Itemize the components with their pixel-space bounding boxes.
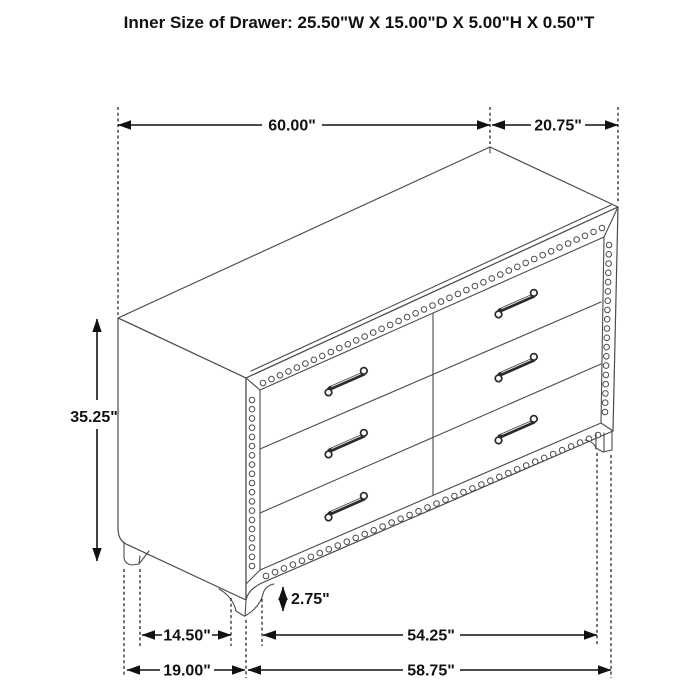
nailhead-icon [249,545,255,551]
nailhead-icon [506,268,512,274]
nailhead-icon [249,526,255,532]
nailhead-icon [260,380,266,386]
nailhead-icon [421,307,427,313]
nailhead-icon [606,270,612,276]
nailhead-icon [299,558,305,564]
nailhead-icon [249,471,255,477]
nailhead-icon [353,338,359,344]
nailhead-icon [603,391,609,397]
nailhead-icon [249,508,255,514]
nailhead-icon [249,554,255,560]
dimension-top-depth [492,118,618,135]
nailhead-icon [249,443,255,449]
dimension-overall-height [70,319,118,561]
nailhead-icon [249,397,255,403]
nailhead-icon [303,361,309,367]
nailhead-icon [604,316,610,322]
nailhead-icon [452,493,458,499]
nailhead-icon [249,453,255,459]
nailhead-icon [604,344,610,350]
nailhead-icon [353,535,359,541]
nailhead-icon [249,406,255,412]
nailhead-icon [606,252,612,258]
nailhead-icon [249,416,255,422]
nailhead-icon [531,256,537,262]
dimension-leg-inset-depth [142,628,231,645]
nailhead-icon [379,326,385,332]
nailhead-icon [396,318,402,324]
nailhead-icon [481,280,487,286]
nailhead-icon [606,242,612,248]
nailhead-icon [311,357,317,363]
nailhead-icon [548,249,554,255]
page-title: Inner Size of Drawer: 25.50"W X 15.00"D X 5.00"H X 0.50"T [123,13,595,32]
dimension-leg-span-width [263,628,597,645]
nailhead-icon [488,478,494,484]
nailhead-icon [344,539,350,545]
nailhead-icon [472,283,478,289]
nailhead-icon [249,462,255,468]
nailhead-icon [249,563,255,569]
nailhead-icon [540,252,546,258]
nailhead-icon [249,480,255,486]
nailhead-icon [577,440,583,446]
nailhead-icon [506,470,512,476]
nailhead-icon [389,520,395,526]
nailhead-icon [497,474,503,480]
nailhead-icon [269,376,275,382]
nailhead-icon [605,289,611,295]
nailhead-icon [286,369,292,375]
nailhead-icon [523,260,529,266]
nailhead-icon [371,528,377,534]
nailhead-icon [602,409,608,415]
nailhead-icon [461,489,467,495]
nailhead-icon [362,531,368,537]
nailhead-icon [523,463,529,469]
nailhead-icon [413,311,419,317]
nailhead-icon [277,373,283,379]
nailhead-icon [294,365,300,371]
nailhead-icon [438,299,444,305]
nailhead-icon [249,434,255,440]
nailhead-icon [464,287,470,293]
nailhead-icon [387,322,393,328]
nailhead-icon [335,543,341,549]
nailhead-icon [434,501,440,507]
nailhead-icon [447,295,453,301]
nailhead-icon [249,517,255,523]
nailhead-icon [479,482,485,488]
nailhead-icon [559,447,565,453]
nailhead-icon [404,314,410,320]
nailhead-icon [407,512,413,518]
nailhead-icon [281,566,287,572]
nailhead-icon [498,272,504,278]
nailhead-icon [604,354,610,360]
nailhead-icon [599,225,605,231]
nailhead-icon [604,335,610,341]
nailhead-icon [249,489,255,495]
nailhead-icon [249,425,255,431]
dimension-label-leg-inset-depth: 14.50" [163,627,211,645]
nailhead-icon [320,353,326,359]
dresser-illustration [118,147,618,616]
nailhead-icon [345,342,351,348]
nailhead-icon [317,550,323,556]
dimension-floor-width [248,663,611,680]
nailhead-icon [550,451,556,457]
nailhead-icon [603,363,609,369]
nailhead-icon [532,459,538,465]
dimension-label-top-width: 60.00" [268,117,316,135]
nailhead-icon [470,486,476,492]
nailhead-icon [541,455,547,461]
nailhead-icon [565,241,571,247]
nailhead-icon [604,326,610,332]
nailhead-icon [606,261,612,267]
nailhead-icon [603,372,609,378]
nailhead-icon [416,508,422,514]
nailhead-icon [430,303,436,309]
dimension-label-overall-height: 35.25" [70,409,118,426]
nailhead-icon [591,229,597,235]
nailhead-icon [557,245,563,251]
nailhead-icon [272,569,278,575]
nailhead-icon [602,400,608,406]
nailhead-icon [603,381,609,387]
nailhead-icon [443,497,449,503]
nailhead-icon [489,276,495,282]
nailhead-icon [263,573,269,579]
nailhead-icon [249,536,255,542]
nailhead-icon [455,291,461,297]
nailhead-icon [370,330,376,336]
nailhead-icon [398,516,404,522]
dimension-label-floor-depth: 19.00" [163,662,211,680]
nailhead-icon [337,345,343,351]
dimension-label-top-depth: 20.75" [534,117,582,135]
nailhead-icon [605,298,611,304]
nailhead-icon [308,554,314,560]
dimension-label-floor-width: 58.75" [407,662,455,680]
nailhead-icon [574,237,580,243]
dimension-label-leg-height: 2.75" [291,591,330,608]
nailhead-icon [249,499,255,505]
nailhead-icon [515,264,521,270]
nailhead-icon [605,279,611,285]
nailhead-icon [326,547,332,553]
dimension-label-leg-span-width: 54.25" [407,627,455,645]
nailhead-icon [568,444,574,450]
dimension-top-width [118,118,490,135]
nailhead-icon [362,334,368,340]
nailhead-icon [514,467,520,473]
nailhead-icon [582,233,588,239]
dimension-leg-height [283,587,330,611]
nailhead-icon [380,524,386,530]
dimension-floor-depth [127,663,245,680]
nailhead-icon [605,307,611,313]
nailhead-icon [425,505,431,511]
nailhead-icon [290,562,296,568]
nailhead-icon [328,349,334,355]
